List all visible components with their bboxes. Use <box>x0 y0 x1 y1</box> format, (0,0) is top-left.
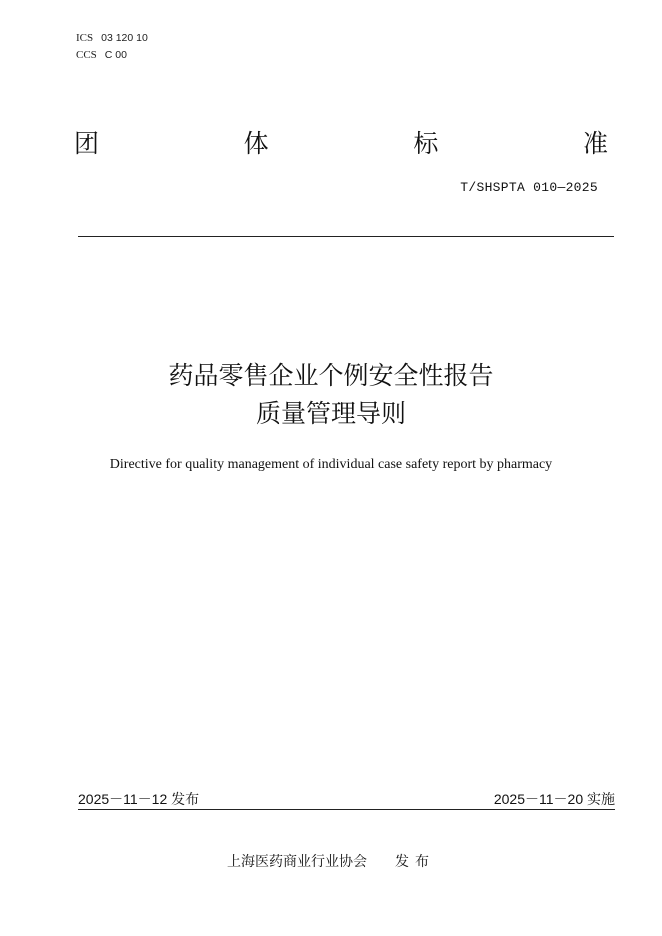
standard-type-char-4: 准 <box>582 129 608 158</box>
title-zh-line-2: 质量管理导则 <box>255 399 406 428</box>
title-en: Directive for quality management of individual case safety report by pharmacy <box>109 457 553 472</box>
issuer-line <box>0 852 662 872</box>
issuer-name: 上海医药商业行业协会 <box>227 854 367 870</box>
ccs-code: C 00 <box>104 49 127 61</box>
ics-code-line <box>76 31 148 45</box>
issuer-release-label: 发布 <box>395 854 435 870</box>
footer-divider <box>78 809 615 810</box>
publish-date: 2025－11－12 发布 <box>78 791 200 807</box>
standard-type-char-3: 标 <box>413 129 439 158</box>
ics-label: ICS <box>76 32 94 44</box>
implement-date: 2025－11－20 实施 <box>493 791 615 807</box>
date-row <box>78 787 615 809</box>
standard-type-char-2: 体 <box>243 129 269 158</box>
ccs-label: CCS <box>76 49 97 61</box>
standard-number: T/SHSPTA 010—2025 <box>460 180 598 195</box>
ccs-code-line <box>76 48 127 62</box>
header-divider <box>78 236 614 237</box>
standard-type-char-1: 团 <box>74 129 100 158</box>
standard-type-heading <box>74 126 608 162</box>
title-zh-line-1: 药品零售企业个例安全性报告 <box>168 361 494 390</box>
ics-code: 03 120 10 <box>101 32 148 44</box>
